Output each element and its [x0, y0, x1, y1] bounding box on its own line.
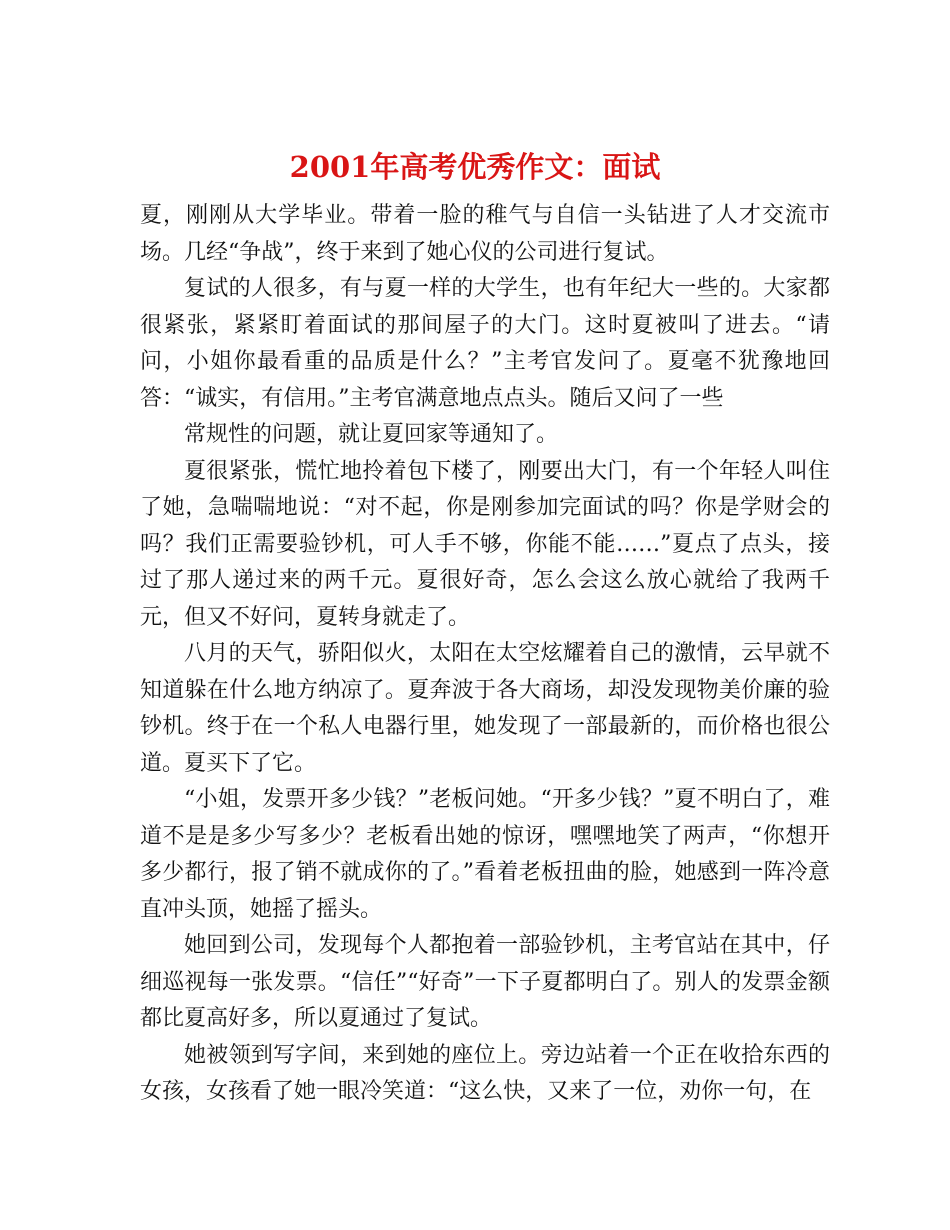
paragraph: 常规性的问题，就让夏回家等通知了。	[184, 422, 559, 447]
paragraph: 八月的天气，骄阳似火，太阳在太空炫耀着自己的激情，云早就不知道躲在什么地方纳凉了。夏奔波于各大商场，却没发现物美价廉的验钞机。终于在一个私人电器行里，她发现了一部最新的，而价格也很公道。夏买下了它。	[140, 641, 830, 776]
paragraph: 夏很紧张，慌忙地拎着包下楼了，刚要出大门，有一个年轻人叫住了她，急喘喘地说：“对不起，你是刚参加完面试的吗？你是学财会的吗？我们正需要验钞机，可人手不够，你能不能……”夏点了点头，接过了那人递过来的两千元。夏很好奇，怎么会这么放心就给了我两千元，但又不好问，夏转身就走了。	[140, 458, 830, 630]
paragraph: “小姐，发票开多少钱？”老板问她。“开多少钱？”夏不明白了，难道不是是多少写多少？老板看出她的惊讶，嘿嘿地笑了两声，“你想开多少都行，报了销不就成你的了。”看着老板扭曲的脸，她感到一阵冷意直冲头顶，她摇了摇头。	[140, 787, 830, 922]
paragraph: 她被领到写字间，来到她的座位上。旁边站着一个正在收拾东西的女孩，女孩看了她一眼冷笑道：“这么快，又来了一位，劝你一句，在	[140, 1042, 830, 1104]
paragraph: 她回到公司，发现每个人都抱着一部验钞机，主考官站在其中，仔细巡视每一张发票。“信任”“好奇”一下子夏都明白了。别人的发票金额都比夏高好多，所以夏通过了复试。	[140, 933, 830, 1031]
paragraph: 复试的人很多，有与夏一样的大学生，也有年纪大一些的。大家都很紧张，紧紧盯着面试的那间屋子的大门。这时夏被叫了进去。“请问，小姐你最看重的品质是什么？”主考官发问了。夏毫不犹豫地回答：“诚实，有信用。”主考官满意地点点头。随后又问了一些	[140, 276, 830, 411]
paragraph: 夏，刚刚从大学毕业。带着一脸的稚气与自信一头钻进了人才交流市场。几经“争战”，终于来到了她心仪的公司进行复试。	[140, 203, 830, 265]
document-body	[140, 198, 830, 1111]
document-title: 2001年高考优秀作文：面试	[289, 150, 661, 185]
